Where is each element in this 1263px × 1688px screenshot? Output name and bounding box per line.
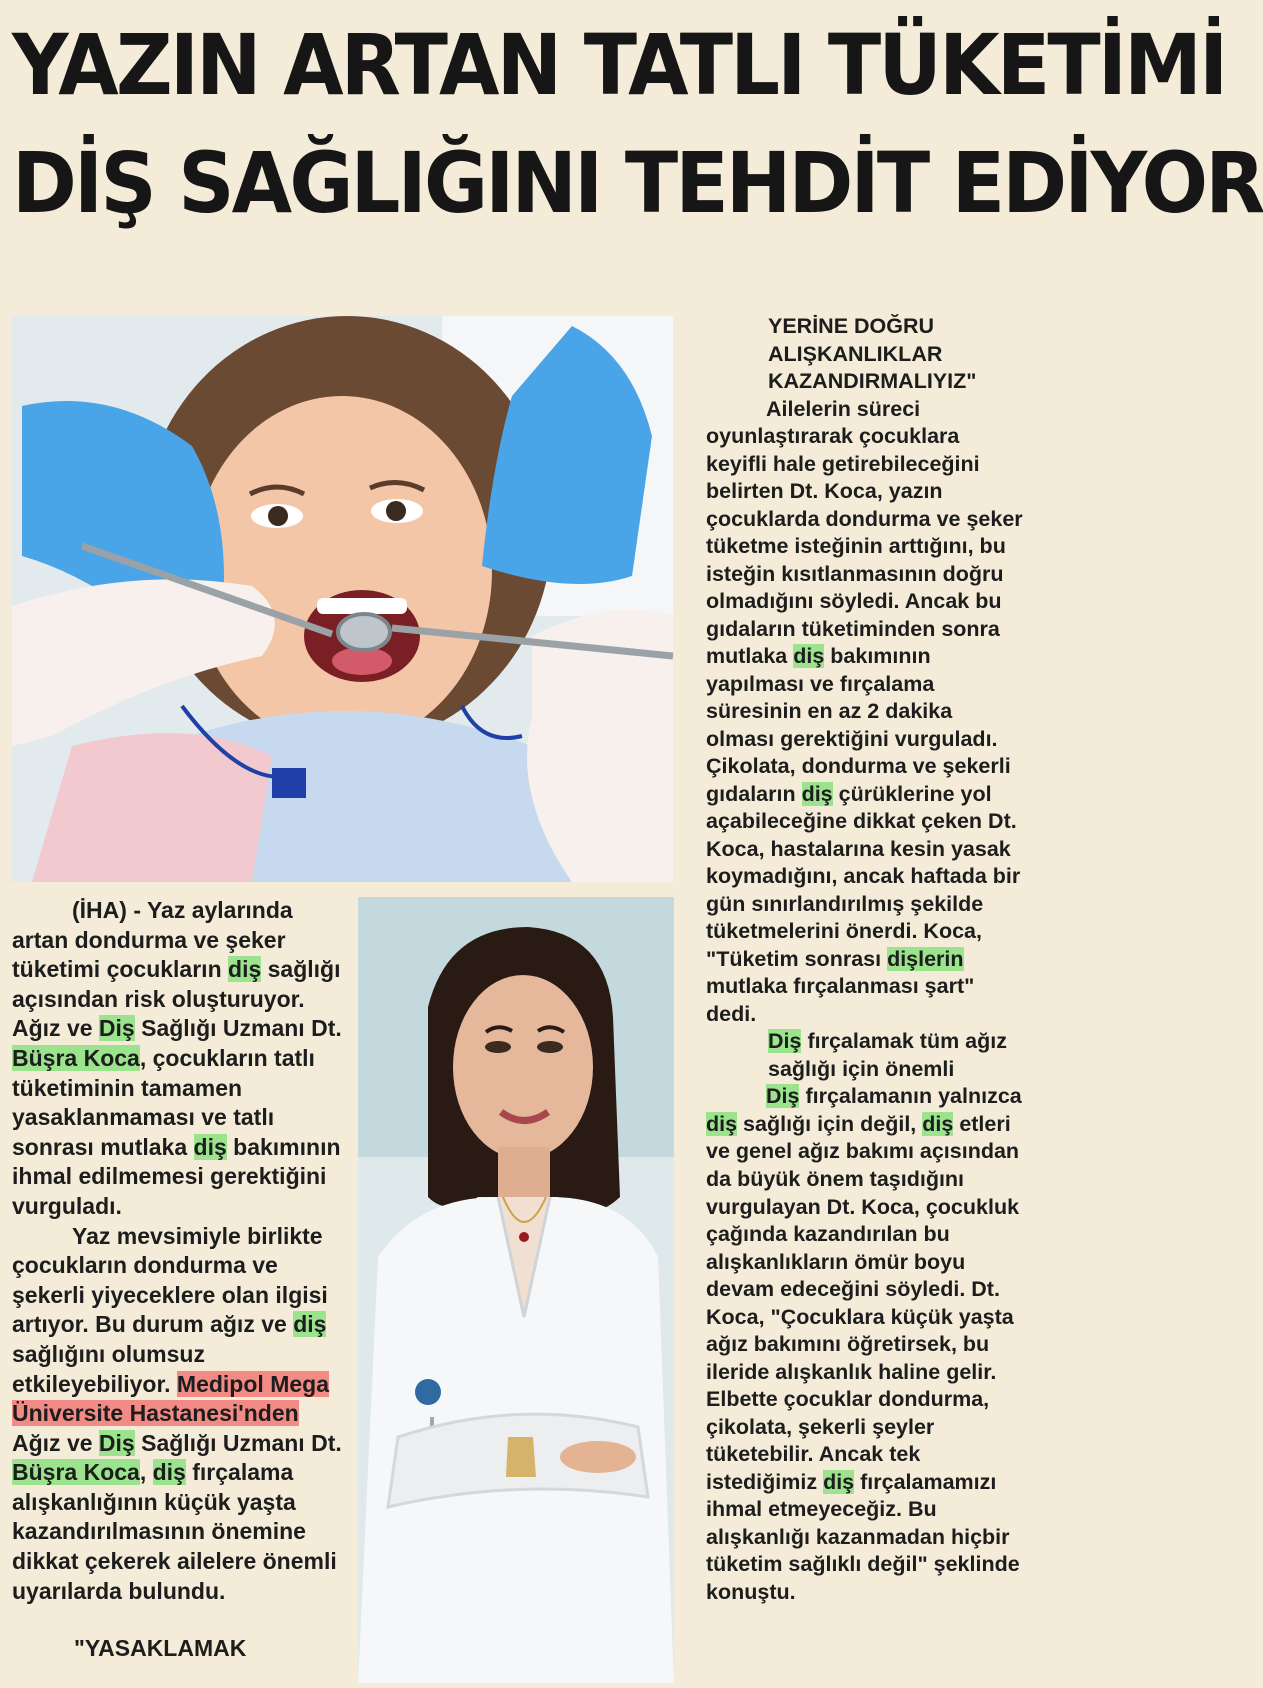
headline-line-1: YAZIN ARTAN TATLI TÜKETİMİ [12, 16, 1226, 114]
subheading-right: YERİNE DOĞRU ALIŞKANLIKLAR KAZANDIRMALIYIZ" [768, 314, 977, 394]
text-run: Sağlığı Uzmanı Dt. [134, 1429, 342, 1456]
text-run: fırçalamamızı ihmal etmeyeceğiz. Bu alışkanlığı kazanmadan hiçbir tüketim sağlıklı değil" şeklinde konuştu. [706, 1469, 1020, 1604]
keyword-highlight: diş [706, 1111, 738, 1136]
name-highlight: Büşra Koca [12, 1459, 140, 1486]
subheading-left: "YASAKLAMAK [74, 1635, 247, 1662]
keyword-highlight: diş [293, 1311, 327, 1338]
text-run: , çocukların tatlı tüketiminin tamamen yasaklanmaması ve tatlı sonrası mutlaka [12, 1044, 315, 1160]
doctor-portrait-photo [358, 897, 674, 1683]
child-dentist-illustration [12, 316, 673, 882]
text-run: çürüklerine yol açabileceğine dikkat çeken Dt. Koca, hastalarına kesin yasak koymadığını, ancak haftada bir gün sınırlandırılmış şekilde tüketmelerini önerdi. Koca, "Tüketim sonrası [706, 781, 1021, 971]
headline [12, 6, 1263, 242]
keyword-highlight: Diş [98, 1429, 135, 1456]
paragraph-4 [706, 1083, 1026, 1606]
text-run: bakımının ihmal edilmemesi gerektiğini vurguladı. [12, 1133, 341, 1219]
name-highlight: Büşra Koca [12, 1044, 140, 1071]
keyword-highlight: diş [922, 1111, 954, 1136]
text-run: fırçalama alışkanlığının küçük yaşta kazandırılmasının önemine dikkat çekerek ailelere önemli uyarılarda bulundu. [12, 1459, 337, 1604]
child-dentist-photo [12, 316, 673, 882]
text-run: Ağız ve [12, 1429, 99, 1456]
headline-line-2: DİŞ SAĞLIĞINI TEHDİT EDİYOR [12, 134, 1263, 232]
keyword-highlight: diş [152, 1459, 186, 1486]
text-run: Sağlığı Uzmanı Dt. [134, 1015, 342, 1042]
text-run: mutlaka fırçalanması şart" dedi. [706, 974, 975, 1026]
keyword-highlight: diş [801, 781, 833, 806]
hospital-highlight: Medipol Mega Üniversite Hastanesi'nden [12, 1370, 329, 1427]
keyword-highlight: dişlerin [887, 946, 964, 971]
subheading-brushing [706, 1028, 1026, 1083]
text-run: sağlığı için değil, [737, 1111, 923, 1136]
article-right-column [706, 313, 1026, 1606]
text-run: etleri ve genel ağız bakımı açısından da büyük önem taşıdığını vurgulayan Dt. Koca, çocukluk çağında kazandırılan bu alışkanlıkların ömür boyu devam edeceğini söyledi. Dt. Koca, "Çocuklara küçük yaşta ağız bakımını öğretirsek, bu ileride alışkanlık haline gelir. Elbette çocuklar dondurma, çikolata, şekerli şeyler tüketebilir. Ancak tek istediğimiz [706, 1111, 1020, 1494]
doctor-portrait-illustration [358, 897, 674, 1683]
text-run: (İHA) - Yaz aylarında artan dondurma ve şeker tüketimi çocukların [12, 897, 293, 983]
text-run: sağlığı açısından risk oluşturuyor. Ağız ve [12, 956, 341, 1042]
keyword-highlight: diş [793, 644, 825, 669]
paragraph-3 [706, 396, 1026, 1029]
keyword-highlight: Diş [766, 1084, 800, 1109]
text-run: fırçalamak tüm ağız sağlığı için önemli [768, 1029, 1007, 1081]
keyword-highlight: diş [228, 956, 262, 983]
keyword-highlight: Diş [98, 1015, 135, 1042]
text-run: Ailelerin süreci oyunlaştırarak çocuklara keyifli hale getirebileceğini belirten Dt. Koca, yazın çocuklarda dondurma ve şeker tüketme isteğinin arttığını, bu isteğin kısıtlanmasının doğru olmadığını söyledi. Ancak bu gıdaların tüketiminden sonra mutlaka [706, 396, 1023, 669]
paragraph-2 [12, 1222, 342, 1607]
keyword-highlight: diş [193, 1133, 227, 1160]
text-run: bakımının yapılması ve fırçalama süresinin en az 2 dakika olması gerektiğini vurguladı. Çikolata, dondurma ve şekerli gıdaların [706, 644, 1011, 806]
keyword-highlight: Diş [768, 1029, 802, 1054]
text-run: Yaz mevsimiyle birlikte çocukların dondurma ve şekerli yiyeceklere olan ilgisi artıyor. Bu durum ağız ve [12, 1222, 328, 1338]
keyword-highlight: diş [823, 1469, 855, 1494]
text-run: fırçalamanın yalnızca [799, 1084, 1022, 1109]
paragraph-intro [12, 896, 342, 1222]
article-left-column [12, 896, 342, 1664]
text-run: , [139, 1459, 153, 1486]
text-run: sağlığını olumsuz etkileyebiliyor. [12, 1340, 205, 1397]
